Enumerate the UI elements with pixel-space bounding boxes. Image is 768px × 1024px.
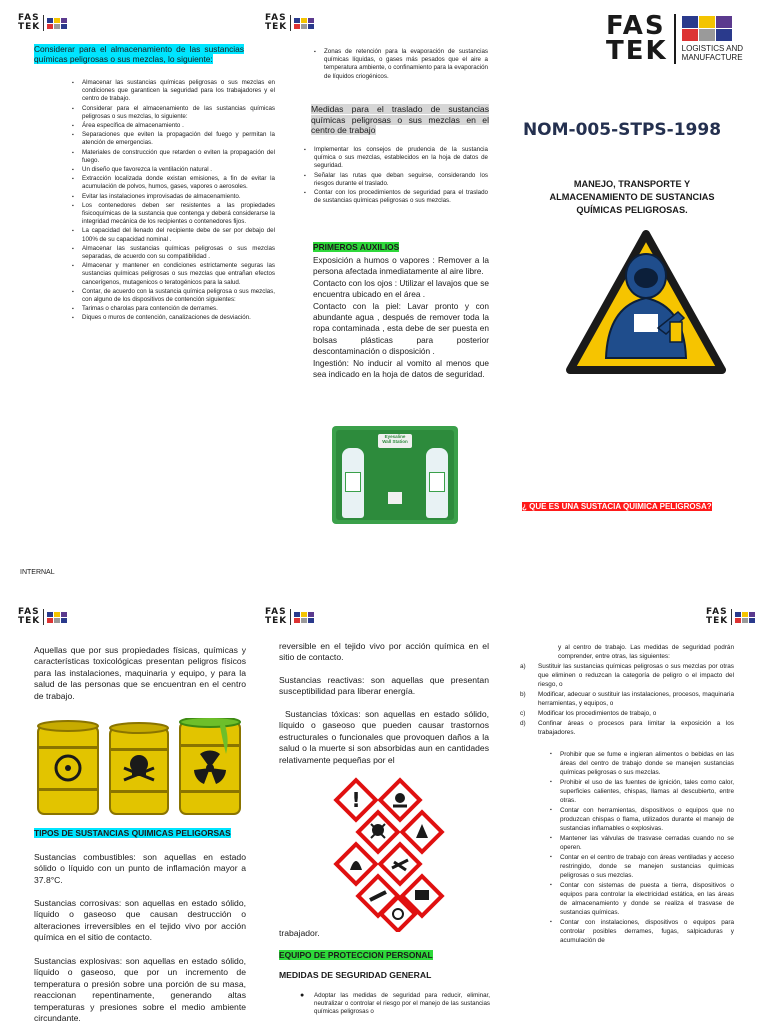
eyewash-bottle-left bbox=[342, 448, 364, 518]
list-item: ▪ Considerar para el almacenamiento de las sustancias químicas peligrosas o sus mezclas, lo siguiente: bbox=[70, 105, 275, 121]
list-item: ▪ Contar en el centro de trabajo con áreas ventiladas y acceso restringido, donde se manejen sustancias químicas peligrosas o sus mezclas. bbox=[548, 853, 734, 880]
lettered-item bbox=[520, 690, 734, 708]
list-item: ▪ Prohibir el uso de las fuentes de ignición, tales como calor, superficies calientes, chispas, llamas al descubierto, entre otras. bbox=[548, 778, 734, 805]
corrosive-text: Sustancias corrosivas: son aquellas en estado sólido, líquido o gaseoso que causan destrucción o alteraciones irreversibles en el tejido vivo por acción química en el sitio de contacto. bbox=[34, 898, 246, 943]
fastek-logo-small bbox=[265, 14, 314, 32]
fastek-logo-small bbox=[18, 608, 67, 626]
lettered-item bbox=[520, 709, 734, 718]
transfer-heading: Medidas para el traslado de sustancias químicas peligrosas o sus mezclas en el centro de trabajo bbox=[311, 104, 489, 135]
logo-line2: TEK bbox=[706, 616, 729, 626]
logo-bars-icon bbox=[735, 612, 755, 623]
toxic-text: Sustancias tóxicas: son aquellas en estado sólido, líquido o gaseoso que pueden causar trastornos estructurales o funcionales que provoquen daños a la salud o la muerte si son absorbidas aun en cantidades relativamente pequeñas por el bbox=[279, 709, 489, 765]
first-aid-text: Exposición a humos o vapores : Remover a la persona afectada inmediatamente al aire libre. Contacto con los ojos : Utilizar el lavajos que se encuentra ubicado en el área . Contacto con la piel: Lavar pronto y con abundante agua , después de remover toda la ropa contaminada , esta debe de ser puesta en bolsas plásticas para posterior descontaminación o disposición . Ingestión: No inducir al vomito al menos que sea indicado en la hoja de datos de seguridad. bbox=[313, 255, 489, 380]
list-item: ▪ Prohibir que se fume e ingieran alimentos o bebidas en las áreas del centro de trabajo donde se manejen sustancias químicas peligrosas o sus mezclas. bbox=[548, 750, 734, 777]
logo-tagline1: LOGISTICS AND bbox=[681, 44, 744, 53]
svg-text:!: ! bbox=[351, 788, 361, 812]
logo-line2: TEK bbox=[265, 22, 288, 32]
lettered-item bbox=[520, 719, 734, 737]
item-letter: c) bbox=[520, 710, 526, 717]
fastek-logo-large bbox=[606, 11, 744, 66]
ppe-title: EQUIPO DE PROTECCION PERSONAL bbox=[279, 950, 433, 960]
measures-lead: y al centro de trabajo. Las medidas de seguridad podrán comprender, entre otras, las siguientes: bbox=[558, 644, 734, 660]
combustible-text: Sustancias combustibles: son aquellas en estado sólido o líquido con un punto de inflamación mayor a 37.8°C. bbox=[34, 852, 246, 885]
fastek-logo-small bbox=[18, 14, 67, 32]
logo-tagline2: MANUFACTURE bbox=[681, 53, 743, 62]
logo-line2: TEK bbox=[606, 36, 668, 66]
lettered-item bbox=[520, 662, 734, 689]
list-item: ▪ Señalar las rutas que deban seguirse, considerando los riesgos durante el traslado. bbox=[302, 172, 488, 188]
storage-intro: Considerar para el almacenamiento de las sustancias químicas peligrosas o sus mezclas, lo siguiente: bbox=[34, 44, 244, 64]
list-item: ▪ Los contenedores deben ser resistentes a las propiedades fisicoquímicas de la sustancia que contenga y deberá considerarse la integridad mecánica de los recipientes o contenedores fijos. bbox=[70, 202, 275, 227]
list-item: ▪ Contar con instalaciones, dispositivos o equipos para controlar posibles derrames, fugas, salpicaduras y acumulación de bbox=[548, 918, 734, 945]
item-letter: a) bbox=[520, 663, 526, 670]
logo-bars-icon bbox=[682, 16, 743, 41]
logo-bars-icon bbox=[294, 18, 314, 29]
bullet-icon: ● bbox=[300, 992, 305, 999]
eyewash-station-image bbox=[332, 426, 458, 524]
list-item: ▪ Materiales de construcción que retarden o eviten la propagación del fuego. bbox=[70, 149, 275, 165]
general-measures-title: MEDIDAS DE SEGURIDAD GENERAL bbox=[279, 970, 432, 980]
list-item: ▪ Separaciones que eviten la propagación del fuego y permitan la atención de emergencias. bbox=[70, 131, 275, 147]
corrosive-continued: reversible en el tejido vivo por acción química en el sitio de contacto. bbox=[279, 641, 489, 663]
logo-line1: FAS bbox=[18, 13, 40, 23]
document-title: NOM-005-STPS-1998 bbox=[522, 120, 722, 140]
list-item: ▪ Un diseño que favorezca la ventilación natural . bbox=[70, 166, 275, 174]
transfer-list bbox=[302, 146, 488, 206]
measures-bullet-list bbox=[548, 750, 734, 946]
list-item: ▪ Contar, de acuerdo con la sustancia química peligrosa o sus mezclas, con alguno de los dispositivos de contención siguientes: bbox=[70, 288, 275, 304]
logo-bars-icon bbox=[294, 612, 314, 623]
eyewash-bottle-right bbox=[426, 448, 448, 518]
general-measures-list bbox=[300, 992, 490, 1017]
logo-line1: FAS bbox=[606, 11, 666, 41]
logo-line1: FAS bbox=[265, 607, 287, 617]
logo-bars-icon bbox=[47, 612, 67, 623]
definition-text: Aquellas que por sus propiedades físicas, químicas y características toxicológicas presentan peligros físicos para las instalaciones, maquinaria y equipo, y para la salud de las personas que se encuentran en el centro de trabajo. bbox=[34, 645, 246, 701]
logo-line1: FAS bbox=[265, 13, 287, 23]
list-item: ▪ Mantener las válvulas de trasvase cerradas cuando no se operen. bbox=[548, 834, 734, 852]
fastek-logo-small bbox=[706, 608, 755, 626]
types-title: TIPOS DE SUSTANCIAS QUIMICAS PELIGORSAS bbox=[34, 828, 231, 838]
logo-line1: FAS bbox=[18, 607, 40, 617]
item-text: Confinar áreas o procesos para limitar la exposición a los trabajadores. bbox=[538, 720, 734, 736]
item-letter: d) bbox=[520, 720, 526, 727]
hazmat-suit-image bbox=[566, 228, 726, 376]
fastek-logo-small bbox=[265, 608, 314, 626]
internal-label: INTERNAL bbox=[20, 569, 55, 576]
storage-list bbox=[70, 79, 275, 324]
item-letter: b) bbox=[520, 691, 526, 698]
retention-item bbox=[312, 48, 488, 82]
list-item: ▪ Almacenar y mantener en condiciones estrictamente seguras las sustancias químicas peligrosas o sus mezclas que entrañan efectos cancerígenos, mutagenicos o teratogénicos para la salud. bbox=[70, 262, 275, 287]
list-item: ▪ Zonas de retención para la evaporación de sustancias químicas líquidas, o gases más pesados que el aire a temperatura ambiente, o confinamiento para la evaporación de líquidos criogénicos. bbox=[312, 48, 488, 81]
list-item: ▪ Extracción localizada donde existan emisiones, a fin de evitar la acumulación de polvos, humos, gases, vapores o aerosoles. bbox=[70, 175, 275, 191]
list-item: ▪ Implementar los consejos de prudencia de la sustancia química o sus mezclas, establecidos en la hoja de datos de seguridad. bbox=[302, 146, 488, 171]
item-text: Sustituir las sustancias químicas peligrosas o sus mezclas por otras que eliminen o reduzcan la categoría de peligro o el impacto del riesgo, o bbox=[538, 663, 734, 688]
station-brand: Eyesaline bbox=[384, 434, 406, 439]
list-item: ▪ Tarimas o charolas para contención de derrames. bbox=[70, 305, 275, 313]
first-aid-title: PRIMEROS AUXILIOS bbox=[313, 242, 400, 252]
document-subtitle: MANEJO, TRANSPORTE Y ALMACENAMIENTO DE SUSTANCIAS QUÍMICAS PELIGROSAS. bbox=[549, 179, 715, 215]
measures-lettered-list bbox=[520, 662, 734, 738]
ghs-pictograms-image bbox=[328, 772, 446, 932]
list-item: ▪ La capacidad del llenado del recipiente debe de ser por debajo del 100% de su capacidad nominal . bbox=[70, 227, 275, 243]
list-item: ▪ Almacenar las sustancias químicas peligrosas o sus mezclas en condiciones que garanticen la seguridad para los trabajadores y el centro de trabajo. bbox=[70, 79, 275, 104]
list-item: ▪ Área específica de almacenamiento . bbox=[70, 122, 275, 130]
item-text: Modificar, adecuar o sustituir las instalaciones, procesos, maquinaria herramientas, y equipos, o bbox=[538, 691, 734, 707]
list-item: ● Adoptar las medidas de seguridad para reducir, eliminar, neutralizar o controlar el riesgo por el manejo de las sustancias químicas peligrosas o bbox=[300, 992, 490, 1016]
list-item: ▪ Contar con herramientas, dispositivos o equipos que no produzcan chispas o flama, utilizados durante el manejo de sustancias inflamables o explosivas. bbox=[548, 806, 734, 833]
logo-line1: FAS bbox=[706, 607, 728, 617]
eyewash-icon bbox=[388, 492, 402, 504]
reactive-text: Sustancias reactivas: son aquellas que presentan susceptibilidad para liberar energía. bbox=[279, 675, 489, 697]
logo-line2: TEK bbox=[18, 616, 41, 626]
logo-bars-icon bbox=[47, 18, 67, 29]
list-item: ▪ Contar con sistemas de puesta a tierra, dispositivos o equipos para controlar la electricidad estática, en las áreas de almacenamiento y donde se realiza el trasvase de sustancias químicas. bbox=[548, 881, 734, 917]
list-item: ▪ Evitar las instalaciones improvisadas de almacenamiento. bbox=[70, 193, 275, 201]
explosive-text: Sustancias explosivas: son aquellas en estado sólido, líquido o gaseoso, que por un incremento de temperatura o presión sobre una porción de su masa, reaccionan repentinamente, generando altas temperaturas y presiones sobre el medio ambiente circundante. bbox=[34, 956, 246, 1024]
hazard-barrels-image bbox=[34, 718, 246, 818]
station-label: Wall Station bbox=[382, 439, 408, 444]
hazard-question: ¿ QUE ES UNA SUSTACIA QUIMICA PELIGROSA? bbox=[522, 502, 712, 511]
list-item: ▪ Almacenar las sustancias químicas peligrosas o sus mezclas separadas, de acuerdo con su compatibilidad . bbox=[70, 245, 275, 261]
toxic-text-end: trabajador. bbox=[279, 928, 320, 938]
item-text: Modificar los procedimientos de trabajo, o bbox=[538, 710, 657, 717]
logo-line2: TEK bbox=[265, 616, 288, 626]
logo-line2: TEK bbox=[18, 22, 41, 32]
list-item: ▪ Contar con los procedimientos de seguridad para el traslado de sustancias químicas peligrosas o sus mezclas. bbox=[302, 189, 488, 205]
list-item: ▪ Diques o muros de contención, canalizaciones de desviación. bbox=[70, 314, 275, 322]
